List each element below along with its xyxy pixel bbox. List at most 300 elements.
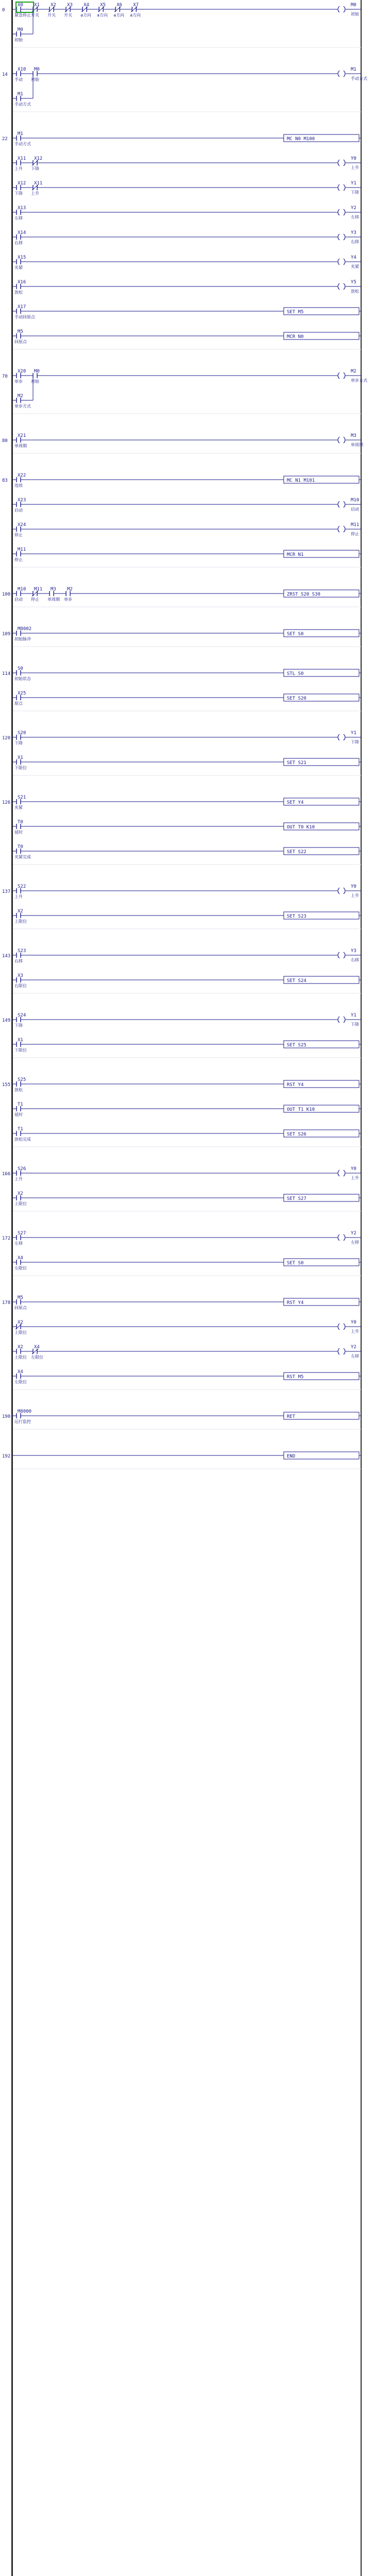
- contact-device: X6: [117, 3, 122, 8]
- contact-device: S27: [18, 1231, 26, 1236]
- contact-X2[interactable]: [14, 1320, 27, 1335]
- step-number: 70: [2, 374, 8, 379]
- rung-14[interactable]: [2, 67, 367, 112]
- rung-172[interactable]: [2, 1231, 361, 1276]
- instruction-box[interactable]: [284, 630, 359, 637]
- contact-T1[interactable]: [14, 1127, 31, 1142]
- step-number: 166: [2, 1172, 11, 1177]
- contact-M5[interactable]: [14, 1295, 27, 1310]
- contact-device: X4: [18, 1369, 23, 1375]
- contact-device: M1: [18, 131, 23, 137]
- step-number: 83: [2, 478, 8, 483]
- contact-M11[interactable]: [14, 547, 26, 562]
- contact-S21[interactable]: [14, 795, 26, 810]
- contact-X2[interactable]: [14, 1191, 27, 1206]
- coil-left-arc: [338, 160, 339, 166]
- rung-83[interactable]: [2, 473, 361, 567]
- step-number: 22: [2, 137, 8, 142]
- contact-comment: 启动: [14, 597, 23, 602]
- contact-X6[interactable]: [113, 3, 124, 18]
- coil-right-arc: [344, 160, 345, 166]
- contact-device: M2: [67, 587, 73, 592]
- contact-S24[interactable]: [14, 1013, 26, 1028]
- rung-155[interactable]: [2, 1077, 361, 1147]
- contact-device: X23: [18, 498, 26, 503]
- coil-right-arc: [344, 952, 345, 958]
- coil-comment: 放松: [351, 289, 359, 294]
- contact-device: X14: [18, 230, 26, 235]
- instruction-box[interactable]: [284, 848, 359, 855]
- contact-comment: 开关: [64, 13, 72, 18]
- coil-device: M11: [351, 522, 360, 528]
- contact-comment: 手动方式: [14, 102, 31, 107]
- contact-device: X3: [18, 973, 23, 978]
- contact-S20[interactable]: [14, 731, 26, 745]
- coil-left-arc: [338, 1170, 339, 1176]
- instruction-box[interactable]: [284, 308, 359, 315]
- contact-device: X13: [18, 206, 26, 211]
- contact-device: M1: [18, 92, 23, 97]
- coil-left-arc: [338, 952, 339, 958]
- contact-comment: 左限位: [14, 1380, 27, 1384]
- contact-M5[interactable]: [14, 329, 27, 344]
- contact-comment: 初始: [31, 379, 39, 384]
- contact-device: M2: [18, 394, 23, 399]
- instruction-box[interactable]: [284, 590, 359, 597]
- coil-left-arc: [338, 6, 339, 12]
- contact-M0[interactable]: [14, 27, 23, 42]
- contact-X12[interactable]: [14, 181, 26, 196]
- rung-22[interactable]: [2, 131, 361, 349]
- coil-device: Y0: [351, 156, 356, 161]
- contact-comment: 下降: [31, 166, 39, 171]
- step-number: 155: [2, 1082, 11, 1088]
- rung-70[interactable]: [2, 369, 367, 414]
- instruction-text: SET S20: [287, 696, 306, 701]
- step-number: 190: [2, 1414, 11, 1419]
- contact-comment: 右限位: [14, 984, 27, 988]
- contact-comment: 单周期: [14, 444, 27, 448]
- coil-device: M1: [351, 67, 356, 72]
- coil-device: M3: [351, 433, 356, 438]
- contact-comment: 放松完成: [14, 1137, 31, 1142]
- contact-comment: 上升: [14, 1177, 23, 1181]
- contact-comment: 右移: [14, 959, 23, 963]
- instruction-box[interactable]: [284, 758, 359, 766]
- contact-device: X1: [34, 3, 40, 8]
- step-number: 137: [2, 889, 11, 894]
- contact-M3[interactable]: [47, 587, 60, 602]
- contact-S22[interactable]: [14, 884, 26, 899]
- coil-device: Y2: [351, 206, 356, 211]
- contact-device: X24: [18, 522, 26, 528]
- coil-comment: 单周期: [351, 443, 363, 447]
- step-number: 0: [2, 8, 5, 13]
- instruction-text: SET S26: [287, 1132, 306, 1137]
- contact-device: T0: [18, 844, 23, 850]
- coil-device: Y2: [351, 1231, 356, 1236]
- contact-device: X1: [18, 1038, 23, 1043]
- contact-comment: 单步方式: [14, 404, 31, 409]
- instruction-text: SET S22: [287, 850, 306, 855]
- coil-comment: 左移: [351, 1240, 359, 1245]
- coil-device: Y1: [351, 181, 356, 186]
- contact-device: S25: [18, 1077, 26, 1082]
- instruction-box[interactable]: [284, 1105, 359, 1112]
- instruction-box[interactable]: [284, 1298, 359, 1306]
- contact-comment: 初始: [14, 38, 23, 42]
- contact-comment: 停止: [14, 533, 23, 537]
- instruction-box[interactable]: [284, 912, 359, 919]
- rung-0[interactable]: [2, 3, 361, 47]
- contact-comment: a方向: [113, 13, 124, 18]
- contact-M11[interactable]: [31, 587, 42, 602]
- contact-comment: 夹紧完成: [14, 855, 31, 859]
- coil-right-arc: [344, 6, 345, 12]
- rung-149[interactable]: [2, 1013, 361, 1058]
- contact-comment: 下限位: [14, 766, 27, 770]
- contact-X23[interactable]: [14, 498, 26, 513]
- coil-left-arc: [338, 1016, 339, 1023]
- step-number: 120: [2, 736, 11, 741]
- contact-comment: 手动方式: [14, 142, 31, 146]
- contact-X12[interactable]: [31, 156, 42, 171]
- contact-X16[interactable]: [14, 280, 26, 295]
- coil-right-arc: [344, 1170, 345, 1176]
- rung-178[interactable]: [2, 1295, 361, 1389]
- contact-X10[interactable]: [14, 67, 26, 82]
- contact-comment: 启动: [14, 508, 23, 513]
- contact-device: X20: [18, 369, 26, 374]
- coil-left-arc: [338, 209, 339, 215]
- contact-comment: 下降: [14, 1023, 23, 1028]
- coil-device: Y2: [351, 1345, 356, 1350]
- contact-X5[interactable]: [97, 3, 108, 18]
- contact-X15[interactable]: [14, 255, 26, 270]
- coil-comment: 停止: [351, 532, 359, 536]
- coil-comment: 下降: [351, 740, 359, 744]
- contact-X11[interactable]: [14, 156, 26, 171]
- contact-X4[interactable]: [14, 1369, 27, 1384]
- instruction-box[interactable]: [284, 1372, 359, 1380]
- contact-device: X17: [18, 304, 26, 310]
- instruction-box[interactable]: [284, 1041, 359, 1048]
- instruction-text: RST M5: [287, 1375, 304, 1380]
- rung-120[interactable]: [2, 731, 361, 775]
- contact-T0[interactable]: [14, 844, 31, 859]
- instruction-box[interactable]: [284, 798, 359, 805]
- instruction-box[interactable]: [284, 1259, 359, 1266]
- coil-left-arc: [338, 888, 339, 894]
- contact-comment: 原点: [14, 701, 23, 706]
- coil-device: Y4: [351, 255, 356, 260]
- contact-comment: 初始脉冲: [14, 637, 31, 641]
- contact-M1[interactable]: [14, 92, 31, 107]
- contact-device: M11: [18, 547, 26, 552]
- coil-comment: 初始: [351, 12, 359, 16]
- instruction-box[interactable]: [284, 669, 359, 676]
- step-number: 80: [2, 438, 8, 444]
- contact-comment: 下降: [14, 191, 23, 196]
- coil-right-arc: [344, 71, 345, 77]
- coil-device: Y1: [351, 731, 356, 736]
- instruction-box[interactable]: [284, 1412, 359, 1419]
- contact-X17[interactable]: [14, 304, 36, 319]
- contact-comment: a方向: [80, 13, 91, 18]
- contact-S26[interactable]: [14, 1166, 26, 1181]
- instruction-text: MC N1 M101: [287, 478, 315, 483]
- rung-80[interactable]: [2, 433, 363, 453]
- coil-left-arc: [338, 1324, 339, 1330]
- coil-device: Y3: [351, 230, 356, 235]
- contact-X20[interactable]: [14, 369, 26, 384]
- contact-device: S24: [18, 1013, 26, 1018]
- contact-device: X2: [18, 1191, 23, 1196]
- instruction-box[interactable]: [284, 1452, 359, 1459]
- contact-device: T1: [18, 1102, 23, 1107]
- contact-device: X5: [100, 3, 106, 8]
- contact-comment: 夹紧: [14, 265, 23, 270]
- contact-X2[interactable]: [14, 1345, 27, 1360]
- contact-comment: 夹紧: [14, 805, 23, 810]
- contact-device: X22: [18, 473, 26, 478]
- contact-comment: 停止: [14, 557, 23, 562]
- contact-X2[interactable]: [47, 3, 56, 18]
- coil-comment: 下降: [351, 1022, 359, 1027]
- instruction-text: OUT T0 K10: [287, 825, 315, 830]
- coil-right-arc: [344, 372, 345, 379]
- rung-109[interactable]: [2, 626, 361, 647]
- contact-device: X2: [51, 3, 56, 8]
- contact-comment: 单周期: [47, 597, 60, 602]
- coil-device: Y0: [351, 884, 356, 889]
- contact-device: S23: [18, 948, 26, 954]
- contact-M0[interactable]: [31, 67, 40, 82]
- instruction-text: RST Y4: [287, 1082, 304, 1088]
- contact-comment: 上升: [31, 191, 39, 196]
- instruction-text: STL S0: [287, 671, 304, 676]
- contact-X22[interactable]: [14, 473, 26, 488]
- contact-device: M8000: [18, 1409, 32, 1414]
- instruction-text: RET: [287, 1414, 296, 1419]
- contact-comment: 回原点: [14, 340, 27, 344]
- instruction-text: SET S27: [287, 1196, 306, 1201]
- contact-comment: 上限位: [14, 1355, 27, 1360]
- coil-left-arc: [338, 526, 339, 532]
- contact-X13[interactable]: [14, 206, 26, 221]
- contact-comment: 单步: [14, 379, 23, 384]
- contact-comment: 开关: [31, 13, 39, 18]
- instruction-text: MC N0 M100: [287, 137, 315, 142]
- contact-device: M5: [18, 329, 23, 334]
- contact-device: T1: [18, 1127, 23, 1132]
- coil-comment: 单步方式: [351, 378, 367, 383]
- contact-comment: 初始状态: [14, 676, 31, 681]
- rung-100[interactable]: [2, 587, 361, 607]
- coil-comment: 上升: [351, 165, 359, 170]
- instruction-text: OUT T1 K10: [287, 1107, 315, 1112]
- rung-143[interactable]: [2, 948, 361, 993]
- contact-device: X4: [18, 1256, 23, 1261]
- contact-X4[interactable]: [31, 1345, 43, 1360]
- contact-X24[interactable]: [14, 522, 26, 537]
- contact-device: X4: [34, 1345, 40, 1350]
- contact-device: X16: [18, 280, 26, 285]
- instruction-text: SET S21: [287, 760, 306, 766]
- instruction-box[interactable]: [284, 476, 359, 483]
- contact-device: T0: [18, 820, 23, 825]
- contact-X3[interactable]: [14, 973, 27, 988]
- coil-comment: 上升: [351, 893, 359, 898]
- contact-X7[interactable]: [130, 3, 141, 18]
- contact-device: M5: [18, 1295, 23, 1300]
- contact-T0[interactable]: [14, 820, 23, 835]
- contact-X3[interactable]: [64, 3, 73, 18]
- contact-comment: 上升: [14, 166, 23, 171]
- contact-device: M8002: [18, 626, 32, 632]
- coil-device: Y0: [351, 1320, 356, 1325]
- instruction-text: SET S23: [287, 914, 306, 919]
- coil-right-arc: [344, 1324, 345, 1330]
- coil-device: Y0: [351, 1166, 356, 1172]
- instruction-box[interactable]: [284, 823, 359, 830]
- coil-device: M10: [351, 498, 360, 503]
- contact-M2[interactable]: [14, 394, 31, 409]
- contact-M2[interactable]: [64, 587, 73, 602]
- contact-comment: 上限位: [14, 919, 27, 924]
- contact-device: X25: [18, 691, 26, 696]
- contact-comment: 上限位: [14, 1330, 27, 1335]
- contact-M10[interactable]: [14, 587, 26, 602]
- rung-137[interactable]: [2, 884, 361, 929]
- coil-right-arc: [344, 526, 345, 532]
- contact-M8002[interactable]: [14, 626, 31, 641]
- coil-left-arc: [338, 234, 339, 240]
- contact-M1[interactable]: [14, 131, 31, 146]
- step-number: 172: [2, 1236, 11, 1241]
- instruction-box[interactable]: [284, 976, 359, 984]
- contact-X14[interactable]: [14, 230, 26, 245]
- coil-comment: 下降: [351, 190, 359, 195]
- contact-S25[interactable]: [14, 1077, 26, 1092]
- contact-comment: 初始: [31, 77, 39, 82]
- contact-X1[interactable]: [14, 1038, 27, 1053]
- instruction-box[interactable]: [284, 332, 359, 340]
- coil-right-arc: [344, 1348, 345, 1354]
- step-number: 109: [2, 632, 11, 637]
- contact-S0[interactable]: [14, 666, 31, 681]
- coil-left-arc: [338, 437, 339, 443]
- contact-comment: a方向: [97, 13, 108, 18]
- contact-comment: 上限位: [14, 1201, 27, 1206]
- contact-device: X12: [34, 156, 43, 161]
- coil-comment: 左移: [351, 1354, 359, 1359]
- instruction-text: END: [287, 1454, 296, 1459]
- coil-comment: 右移: [351, 958, 359, 962]
- coil-left-arc: [338, 372, 339, 379]
- instruction-box[interactable]: [284, 1080, 359, 1088]
- rung-126[interactable]: [2, 795, 361, 865]
- contact-T1[interactable]: [14, 1102, 23, 1117]
- contact-X4[interactable]: [80, 3, 91, 18]
- contact-M8000[interactable]: [14, 1409, 31, 1424]
- contact-comment: 左限位: [31, 1355, 43, 1360]
- contact-M0[interactable]: [31, 369, 40, 384]
- instruction-box[interactable]: [284, 550, 359, 557]
- contact-X11[interactable]: [31, 181, 42, 196]
- coil-right-arc: [344, 184, 345, 191]
- contact-comment: 单步: [64, 597, 72, 602]
- contact-device: X12: [18, 181, 26, 186]
- step-number: 143: [2, 954, 11, 959]
- instruction-text: SET S0: [287, 632, 304, 637]
- contact-comment: 放松: [14, 290, 23, 295]
- contact-device: S20: [18, 731, 26, 736]
- contact-device: S0: [18, 666, 23, 671]
- instruction-text: MCR N1: [287, 552, 304, 557]
- coil-right-arc: [344, 234, 345, 240]
- contact-X25[interactable]: [14, 691, 26, 706]
- contact-S23[interactable]: [14, 948, 26, 963]
- coil-comment: 左移: [351, 215, 359, 219]
- instruction-text: ZRST S20 S30: [287, 592, 321, 597]
- contact-device: X4: [84, 3, 89, 8]
- coil-left-arc: [338, 734, 339, 740]
- contact-S27[interactable]: [14, 1231, 26, 1246]
- rung-190[interactable]: [2, 1409, 361, 1429]
- coil-right-arc: [344, 888, 345, 894]
- contact-device: X11: [18, 156, 26, 161]
- coil-right-arc: [344, 1234, 345, 1241]
- coil-left-arc: [338, 71, 339, 77]
- contact-comment: 回原点: [14, 1306, 27, 1310]
- instruction-box[interactable]: [284, 134, 359, 142]
- coil-left-arc: [338, 1348, 339, 1354]
- step-number: 192: [2, 1454, 11, 1459]
- step-number: 114: [2, 671, 11, 676]
- contact-X1[interactable]: [14, 755, 27, 770]
- instruction-text: RST Y4: [287, 1300, 304, 1306]
- instruction-box[interactable]: [284, 1194, 359, 1201]
- selection-cursor[interactable]: [15, 2, 34, 13]
- coil-left-arc: [338, 501, 339, 507]
- step-number: 126: [2, 800, 11, 805]
- step-number: 14: [2, 72, 8, 77]
- contact-device: S21: [18, 795, 26, 800]
- instruction-text: SET Y4: [287, 800, 304, 805]
- coil-device: Y3: [351, 948, 356, 954]
- rung-192[interactable]: [2, 1452, 361, 1469]
- instruction-box[interactable]: [284, 694, 359, 701]
- step-number: 149: [2, 1018, 11, 1023]
- coil-left-arc: [338, 184, 339, 191]
- instruction-box[interactable]: [284, 1130, 359, 1137]
- contact-comment: 右移: [14, 241, 23, 245]
- coil-right-arc: [344, 501, 345, 507]
- contact-device: X3: [67, 3, 73, 8]
- contact-X21[interactable]: [14, 433, 27, 448]
- contact-X4[interactable]: [14, 1256, 27, 1270]
- left-power-rail: [11, 0, 13, 2576]
- rung-114[interactable]: [2, 666, 361, 711]
- contact-X2[interactable]: [14, 909, 27, 924]
- coil-comment: 夹紧: [351, 264, 359, 269]
- contact-device: M3: [51, 587, 56, 592]
- contact-device: X10: [18, 67, 26, 72]
- coil-right-arc: [344, 259, 345, 265]
- rung-166[interactable]: [2, 1166, 361, 1211]
- contact-device: M0: [34, 67, 40, 72]
